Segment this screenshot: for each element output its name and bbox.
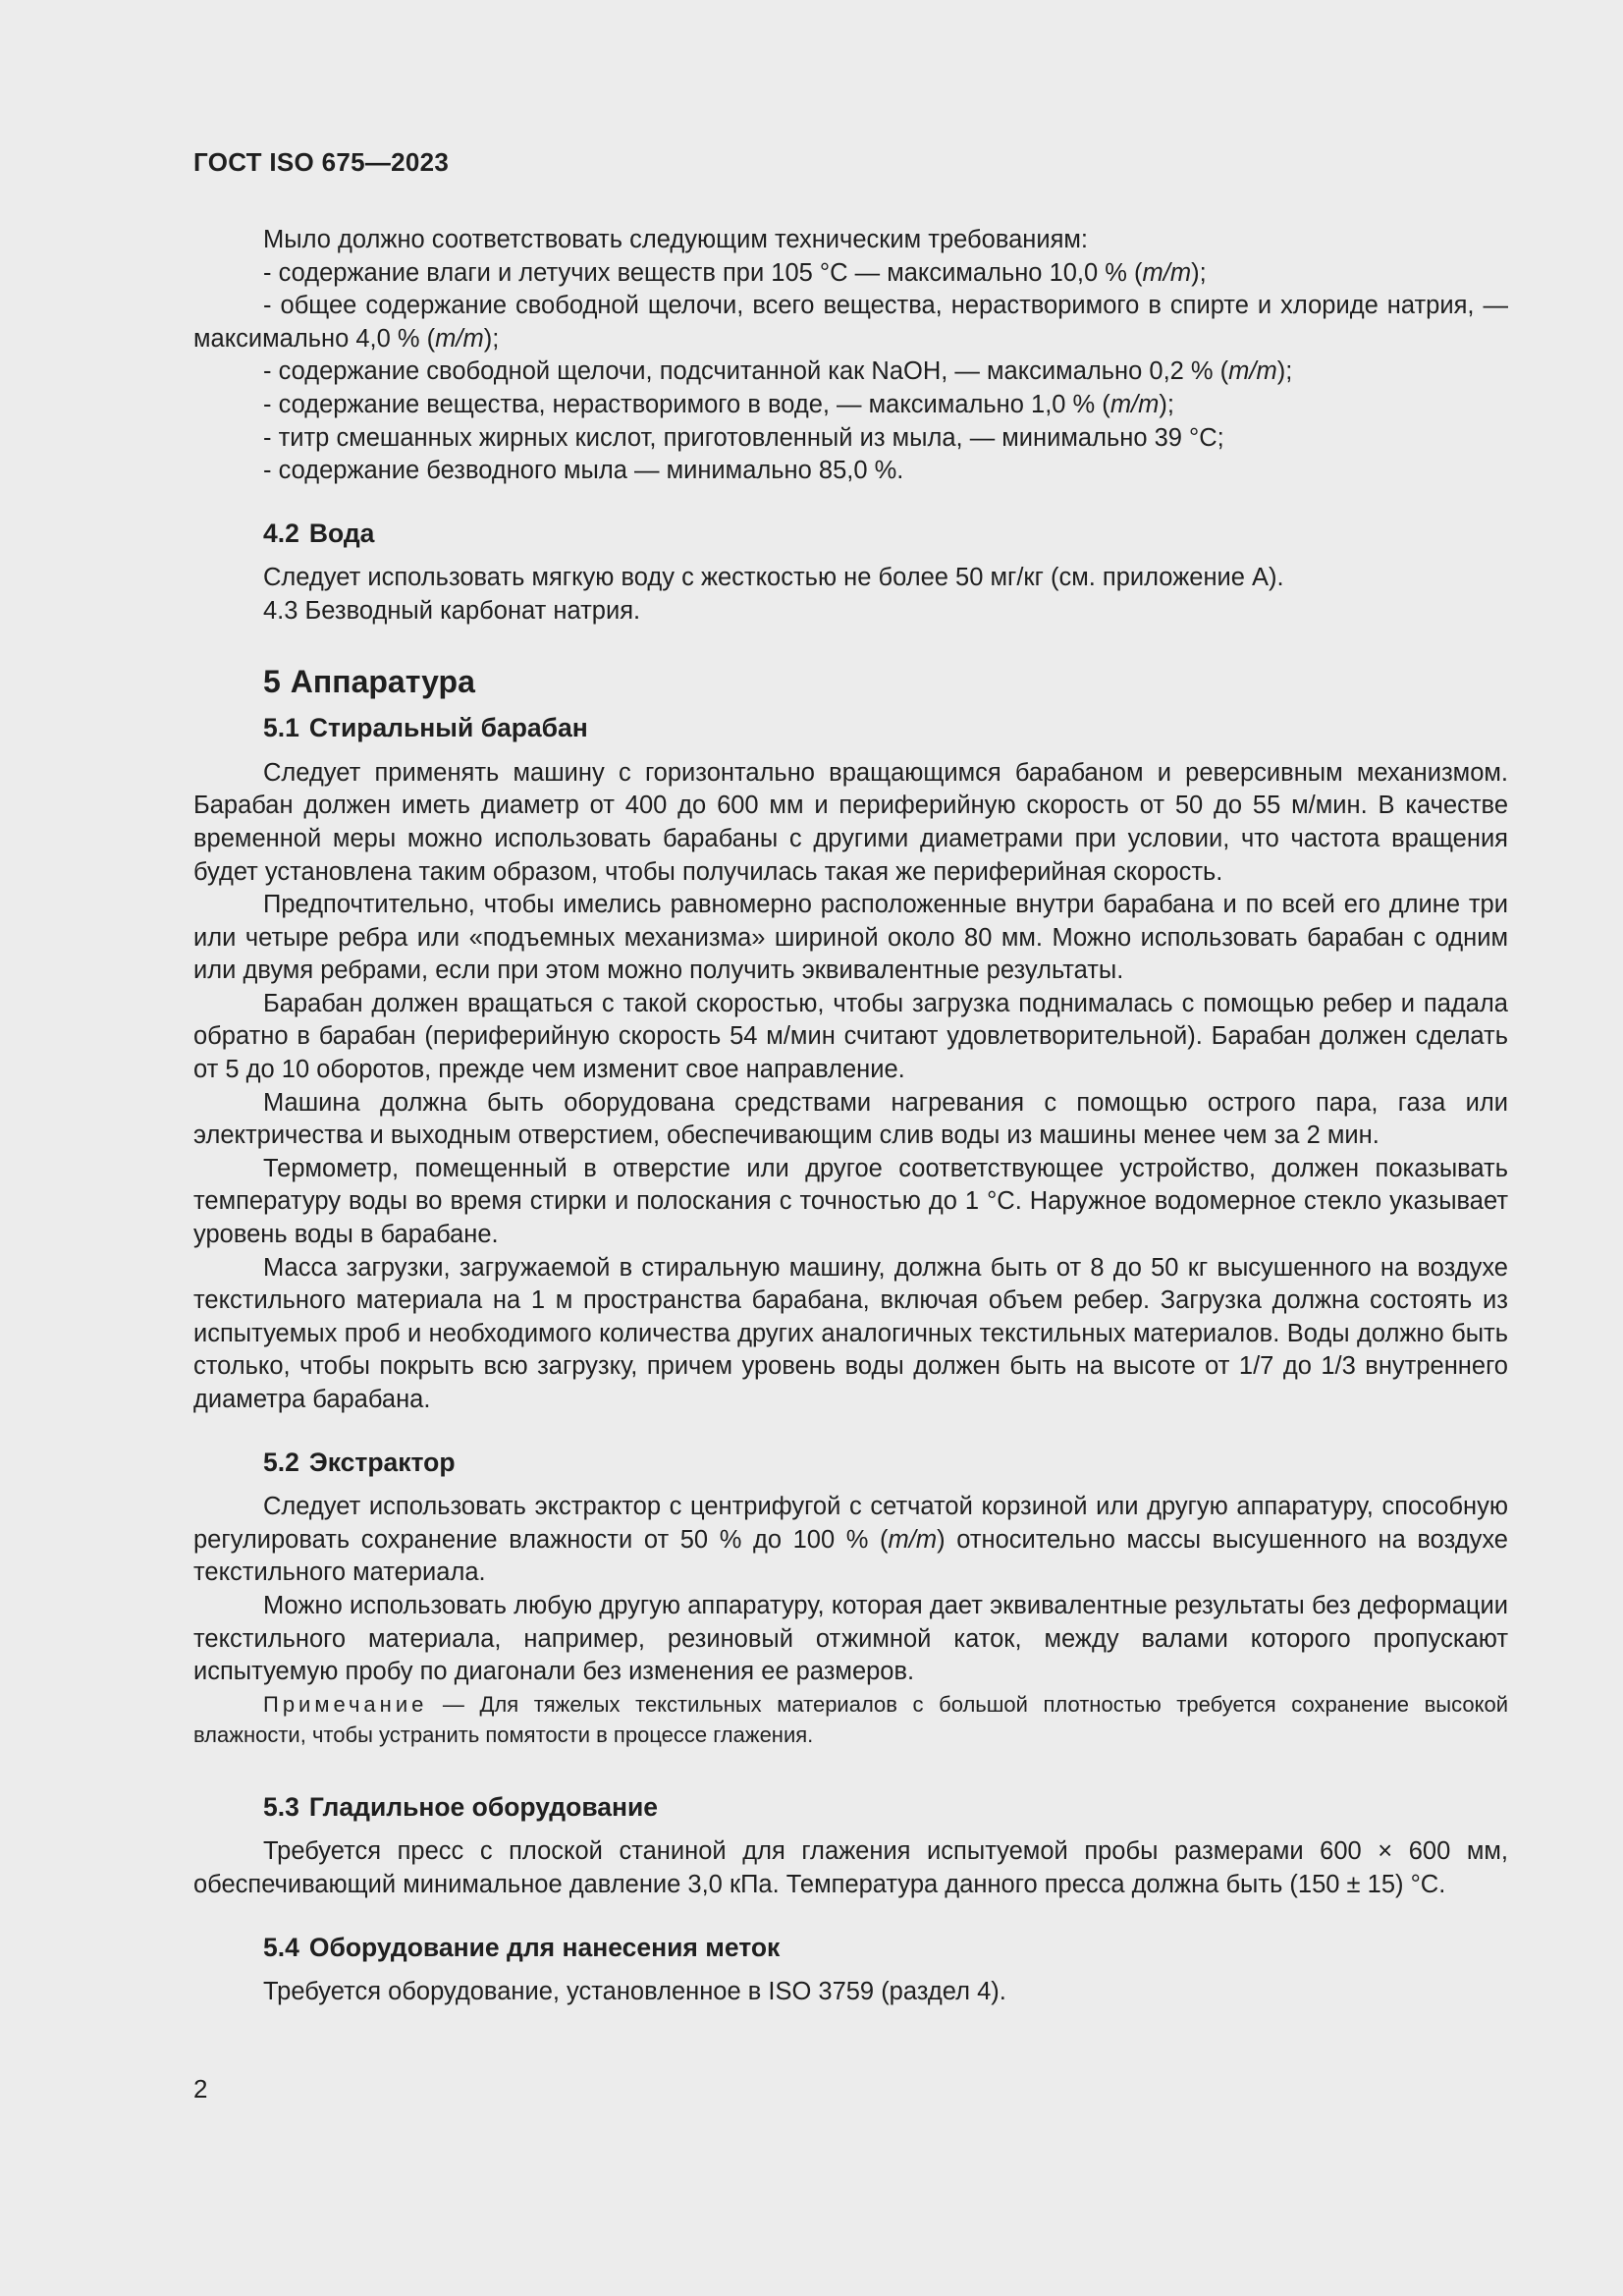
note: Примечание — Для тяжелых текстильных материалов с большой плотностью требуется сохранение высокой влажности, чтобы устранить помятости в процессе глажения. xyxy=(193,1691,1508,1747)
paragraph: Следует использовать экстрактор с центрифугой с сетчатой корзиной или другую аппаратуру, способную регулировать сохранение влажности от 50 % до 100 % (m/m) относительно массы высушенного на воздухе текстильного материала. xyxy=(193,1493,1508,1587)
paragraph: Масса загрузки, загружаемой в стиральную машину, должна быть от 8 до 50 кг высушенного на воздухе текстильного материала на 1 м пространства барабана, включая объем ребер. Загрузка должна состоять из испытуемых проб и необходимого количества других аналогичных текстильных материалов. Воды должно быть столько, чтобы покрыть всю загрузку, причем уровень воды должен быть на высоте от 1/7 до 1/3 внутреннего диаметра барабана. xyxy=(193,1253,1508,1413)
paragraph: Можно использовать любую другую аппаратуру, которая дает эквивалентные результаты без деформации текстильного материала, например, резиновый отжимной каток, между валами которого пропускают испытуемую пробу по диагонали без изменения ее размеров. xyxy=(193,1591,1508,1686)
page-number: 2 xyxy=(193,2074,208,2104)
section-heading-5-3: 5.3 Гладильное оборудование xyxy=(263,1791,659,1822)
paragraph: Следует применять машину с горизонтально вращающимся барабаном и реверсивным механизмом. Барабан должен иметь диаметр от 400 до 600 мм и периферийную скорость от 50 до 55 м/мин. В качестве временной меры можно использовать барабаны с другими диаметрами при условии, что частота вращения будет установлена таким образом, чтобы получилась такая же периферийная скорость. xyxy=(193,758,1508,886)
requirement-item: - содержание свободной щелочи, подсчитанной как NaOH, — максимально 0,2 % (m/m); xyxy=(263,357,1293,386)
note-label: Примечание xyxy=(263,1691,428,1717)
requirement-item: - содержание вещества, нерастворимого в воде, — максимально 1,0 % (m/m); xyxy=(263,390,1174,418)
requirements-lead: Мыло должно соответствовать следующим техническим требованиям: xyxy=(263,226,1089,253)
paragraph: Требуется оборудование, установленное в ISO 3759 (раздел 4). xyxy=(263,1978,1006,2006)
paragraph: Машина должна быть оборудована средствами нагревания с помощью острого пара, газа или электричества и выходным отверстием, обеспечивающим слив воды из машины менее чем за 2 мин. xyxy=(193,1088,1508,1150)
section-heading-5-4: 5.4 Оборудование для нанесения меток xyxy=(263,1932,781,1962)
page-content xyxy=(193,224,1508,2009)
paragraph: Барабан должен вращаться с такой скоростью, чтобы загрузка поднималась с помощью ребер и падала обратно в барабан (периферийную скорость 54 м/мин считают удовлетворительной). Барабан должен сделать от 5 до 10 оборотов, прежде чем изменит свое направление. xyxy=(193,989,1508,1084)
document-header: ГОСТ ISO 675—2023 xyxy=(193,147,450,177)
paragraph: Требуется пресс с плоской станиной для глажения испытуемой пробы размерами 600 × 600 мм, обеспечивающий минимальное давление 3,0 кПа. Температура данного пресса должна быть (150 ± 15) °С. xyxy=(193,1837,1508,1898)
paragraph: Предпочтительно, чтобы имелись равномерно расположенные внутри барабана и по всей его длине три или четыре ребра или «подъемных механизма» шириной около 80 мм. Можно использовать барабан с одним или двумя ребрами, если при этом можно получить эквивалентные результаты. xyxy=(193,891,1508,985)
requirement-item: - общее содержание свободной щелочи, всего вещества, нерастворимого в спирте и хлориде натрия, — максимально 4,0 % (m/m); xyxy=(193,292,1508,353)
section-heading-5-2: 5.2 Экстрактор xyxy=(263,1447,456,1477)
section-heading-5-1: 5.1 Стиральный барабан xyxy=(263,713,588,743)
requirement-item: - титр смешанных жирных кислот, приготовленный из мыла, — минимально 39 °С; xyxy=(263,423,1224,452)
paragraph: 4.3 Безводный карбонат натрия. xyxy=(263,596,641,625)
requirement-item: - содержание влаги и летучих веществ при 105 °С — максимально 10,0 % (m/m); xyxy=(263,258,1207,287)
requirement-item: - содержание безводного мыла — минимально 85,0 %. xyxy=(263,457,904,485)
paragraph: Термометр, помещенный в отверстие или другое соответствующее устройство, должен показывать температуру воды во время стирки и полоскания с точностью до 1 °С. Наружное водомерное стекло указывает уровень воды в барабане. xyxy=(193,1154,1508,1249)
section-heading-4-2: 4.2 Вода xyxy=(263,518,375,548)
paragraph: Следует использовать мягкую воду с жесткостью не более 50 мг/кг (см. приложение А). xyxy=(263,564,1284,592)
section-heading-5: 5 Аппаратура xyxy=(263,663,475,699)
